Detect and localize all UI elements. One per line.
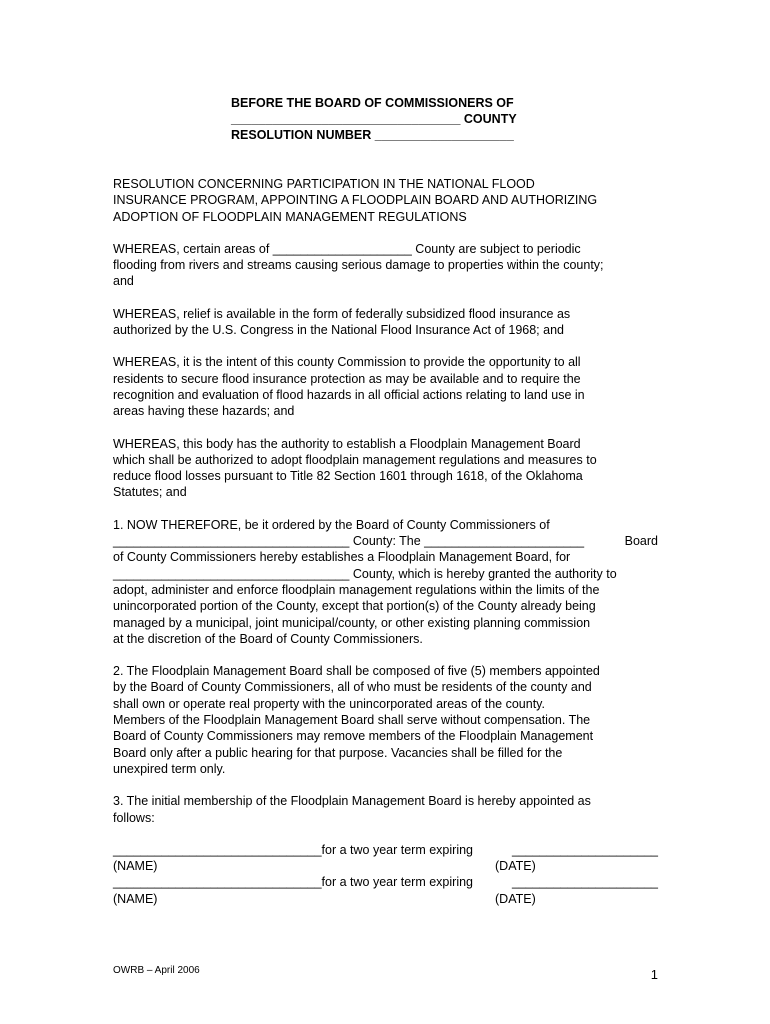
title-line: INSURANCE PROGRAM, APPOINTING A FLOODPLAIN BOARD AND AUTHORIZING: [113, 193, 598, 208]
resolution-title: [113, 176, 658, 225]
order-paragraph-3: 3. The initial membership of the Floodplain Management Board is hereby appointed as follows:: [113, 794, 591, 825]
title-line: ADOPTION OF FLOODPLAIN MANAGEMENT REGULATIONS: [113, 209, 467, 224]
appointment-term-row: ______________________________for a two year term expiring _____________________: [113, 875, 658, 890]
appointment-label-row: (NAME) (DATE): [113, 891, 536, 906]
whereas-paragraph-2: WHEREAS, relief is available in the form of federally subsidized flood insurance as authorized by the U.S. Congress in the National Flood Insurance Act of 1968; and: [113, 306, 571, 338]
document-body: [113, 176, 658, 907]
footer-source-date: OWRB – April 2006: [113, 965, 200, 976]
header-board-line: BEFORE THE BOARD OF COMMISSIONERS OF: [231, 96, 514, 110]
header-resolution-number: RESOLUTION NUMBER ____________________: [231, 128, 514, 142]
document-header: [231, 95, 551, 143]
order-paragraph-2: 2. The Floodplain Management Board shall be composed of five (5) members appointed by the Board of County Commissioners, all of who must be residents of the county and shall own or operate real property with the unincorporated areas of the county. Members of the Floodplain Management Board shall serve without compensation. The Board of County Commissioners may remove members of the Floodplain Management Board only after a public hearing for that purpose. Vacancies shall be filled for the unexpired term only.: [113, 664, 600, 776]
whereas-paragraph-3: WHEREAS, it is the intent of this county Commission to provide the opportunity to all residents to secure flood insurance protection as may be available and to require the recognition and evaluation of flood hazards in all official actions relating to land use in areas having these hazards; and: [113, 355, 585, 419]
appointment-list: [113, 842, 658, 907]
title-line: RESOLUTION CONCERNING PARTICIPATION IN THE NATIONAL FLOOD: [113, 177, 535, 191]
order-paragraph-1: 1. NOW THEREFORE, be it ordered by the Board of County Commissioners of __________________________________ County: The _______________________ Board of County Commissioners hereby establishes a Floodplain Management Board, for __________________________________ County, which is hereby granted the authority to adopt, administer and enforce floodplain management regulations within the limits of the unincorporated portion of the County, except that portion(s) of the County already being managed by a municipal, joint municipal/county, or other existing planning commission at the discretion of the Board of County Commissioners.: [113, 517, 658, 646]
page-footer: [113, 965, 658, 982]
page-number: 1: [650, 967, 658, 982]
county-board-line: __________________________________ County: The _______________________ Board: [113, 534, 658, 549]
appointment-term-row: ______________________________for a two year term expiring _____________________: [113, 842, 658, 857]
whereas-paragraph-4: WHEREAS, this body has the authority to establish a Floodplain Management Board which shall be authorized to adopt floodplain management regulations and measures to reduce flood losses pursuant to Title 82 Section 1601 through 1618, of the Oklahoma Statutes; and: [113, 436, 597, 500]
appointment-label-row: (NAME) (DATE): [113, 859, 536, 874]
header-county-line: _________________________________ COUNTY: [231, 112, 517, 126]
whereas-paragraph-1: WHEREAS, certain areas of ____________________ County are subject to periodic flooding from rivers and streams causing serious damage to properties within the county; and: [113, 241, 604, 289]
